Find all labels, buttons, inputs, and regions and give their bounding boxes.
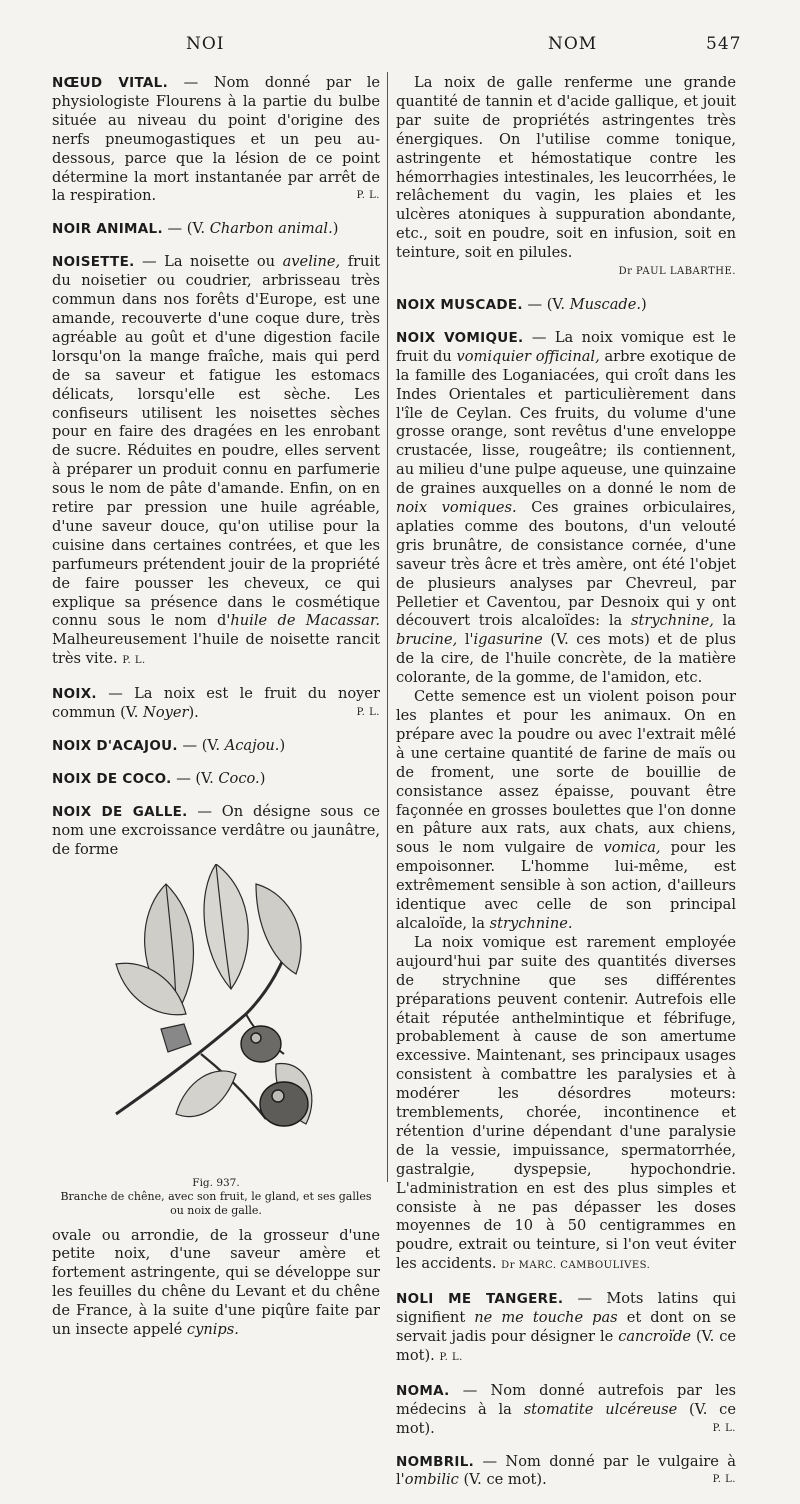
entry-text: — (V. (527, 295, 566, 313)
italic-term: huile de Macassar. (230, 612, 381, 630)
entry-text: (V. ce mot). (396, 1328, 737, 1364)
entry-text: — Nom donné par le physiologiste Flourens à la partie du bulbe située au niveau du point d'origine des nerfs pneumogastiques et un peu au-dessous, parce que la lésion de ce point détermine la mort instantanée par arrêt de la respiration. (52, 74, 380, 205)
left-column (52, 74, 380, 1354)
entry-text: arbre exotique de la famille des Loganiacées, qui croît dans les Indes Orientales et particulièrement dans l'île de Ceylan. Ces fruits, du volume d'une grosse orange, sont revêtus d'une enveloppe crustacée, lisse, rougeâtre; ils contiennent, au milieu d'une pulpe aqueuse, une quinzaine de graines auxquelles on a donné le nom de (396, 347, 737, 498)
entry-noix-coco (52, 770, 380, 789)
entry-text: Cette semence est un violent poison pour les plantes et pour les animaux. On en prépare avec la poudre ou avec l'extrait mêlé à une certaine quantité de farine de maïs ou de froment, une sorte de bouillie de consistance assez épaisse, pouvant être façonnée en grosses boulettes que l'on donne en pâture aux rats, aux chats, aux chiens, sous le nom vulgaire de (396, 688, 736, 857)
entry-noeud-vital (52, 74, 380, 206)
italic-term: brucine, (396, 631, 458, 649)
italic-term: cynips. (186, 1321, 239, 1339)
italic-term: ombilic (404, 1471, 459, 1489)
close-paren: ) (279, 737, 286, 754)
signature: P. L. (356, 707, 380, 719)
italic-term: cancroïde (618, 1328, 692, 1345)
entry-text: — (V. (167, 220, 206, 238)
headword: NOISETTE. (52, 254, 135, 271)
headword: NOIX D'ACAJOU. (52, 738, 178, 754)
entry-noix-muscade (396, 296, 736, 315)
right-column (396, 74, 736, 1504)
cross-reference: Acajou. (224, 737, 280, 754)
italic-term: stomatite ulcéreuse (523, 1400, 678, 1418)
oak-branch-illustration (106, 864, 326, 1174)
entry-text: — La noix vomique est le fruit du (396, 328, 736, 365)
headword: NOIX DE GALLE. (52, 803, 188, 820)
headword: NOIX MUSCADE. (396, 296, 523, 313)
close-paren: ) (641, 295, 647, 313)
close-paren: ). (188, 704, 199, 722)
entry-text: (V. ces mots) et de plus de la cire, de l'huile concrète, de la matière colorante, de la gomme, de l'amidon, etc. (396, 631, 736, 687)
headword: NOIX DE COCO. (52, 770, 172, 787)
entry-text: (V. ce mot). (463, 1471, 547, 1489)
page-number: 547 (706, 34, 742, 54)
signature: P. L. (712, 1474, 736, 1486)
header-left-guide-word: NOI (186, 34, 225, 54)
entry-noma (396, 1382, 736, 1439)
headword: NOIR ANIMAL. (52, 221, 163, 238)
entry-text: fruit du noisetier ou coudrier, arbrisseau très commun dans nos forêts d'Europe, est une amande, recouverte d'une coque dure, très agréable au goût et d'une digestion facile lorsqu'on la mange fraîche, mais qui perd de sa saveur et fatigue les estomacs délicats, lorsqu'elle est sèche. Les confiseurs utilisent les noisettes sèches pour en faire des dragées en les enrobant de sucre. Réduites en poudre, elles servent à préparer un produit connu en parfumerie sous le nom de pâte d'amande. Enfin, on en retire par pression une huile agréable, d'une saveur douce, qu'on utilise pour la cuisine dans certaines contrées, et que les parfumeurs prétendent jouir de la propriété de faire pousser les cheveux, ce qui explique sa présence dans le cosmétique connu sous le nom d' (52, 253, 381, 630)
entry-text: — (V. (182, 737, 221, 754)
cross-reference: Muscade. (569, 295, 642, 313)
headword: NOIX. (52, 686, 97, 703)
entry-text: la (722, 612, 737, 630)
entry-text: La noix vomique est rarement employée aujourd'hui par suite des quantités diverses de strychnine que ses différentes préparations peuvent contenir. Autrefois elle était réputée anthelmintique et fébrifuge, probablement à cause de son amertume excessive. Maintenant, ses principaux usages consistent à combattre les paralysies et à modérer les désordres moteurs: tremblements, chorée, incontinence et rétention d'urine dépendant d'une paralysie de la vessie, impuissance, spermatorrhée, gastralgie, dyspepsie, hypochondrie. L'administration en est des plus simples et consiste à ne pas dépasser les doses moyennes de 10 à 50 centigrammes en poudre, extrait ou teinture, si l'on veut éviter les accidents. (396, 933, 736, 1273)
close-paren: ) (332, 220, 339, 238)
italic-term: strychnine, (630, 612, 714, 630)
entry-text: (V. ce mot). (396, 1400, 736, 1437)
figure-number: Fig. 937. (192, 1176, 240, 1189)
entry-text: — La noix est le fruit du noyer commun (V. (52, 685, 380, 722)
figure-caption: Branche de chêne, avec son fruit, le gland, et ses galles ou noix de galle. (60, 1189, 372, 1217)
entry-text: Ces graines orbiculaires, aplaties comme des boutons, d'un velouté gris brunâtre, de consistance cornée, d'une saveur très âcre et très amère, ont été l'objet de plusieurs analyses par Chevreul, par Pelletier et Caventou, par Desnoix qui y ont découvert trois alcaloïdes: la (396, 499, 736, 630)
entry-noisette (52, 253, 380, 671)
entry-text: ovale ou arrondie, de la grosseur d'une petite noix, d'une saveur amère et fortement astringente, qui se développe sur les feuilles du chêne du Levant et du chêne de France, à la suite d'une piqûre faite par un insecte appelé (52, 1226, 380, 1339)
close-paren: ) (259, 769, 266, 787)
entry-text: — Mots latins qui signifient (396, 1290, 736, 1327)
entry-nombril (396, 1453, 736, 1491)
italic-term: ne me touche pas (474, 1309, 618, 1327)
entry-text: et dont on se servait jadis pour désigner le (396, 1309, 737, 1345)
italic-term: strychnine. (489, 914, 573, 932)
entry-noix (52, 685, 380, 723)
entry-text: l' (464, 631, 474, 649)
entry-text: — Nom donné par le vulgaire à l' (396, 1452, 736, 1489)
entry-noir-animal (52, 220, 380, 239)
signature: P. L. (356, 190, 380, 202)
entry-text: pour les empoisonner. L'homme lui-même, est extrêmement sensible à son action, d'ailleurs identique avec celle de son principal alcaloïde, la (396, 839, 736, 932)
signature: Dr MARC. CAMBOULIVES. (501, 1260, 651, 1272)
column-divider (387, 72, 388, 1182)
italic-term: vomica, (603, 839, 661, 857)
signature: P. L. (712, 1422, 736, 1434)
entry-noix-galle-end (396, 74, 736, 282)
signature: P. L. (122, 655, 146, 667)
entry-text: — La noisette ou (142, 253, 276, 271)
entry-text: — (V. (176, 769, 214, 787)
signature: Dr PAUL LABARTHE. (618, 266, 736, 278)
headword: NOLI ME TANGERE. (396, 1291, 564, 1308)
cross-reference: Noyer (143, 704, 189, 722)
running-header (0, 34, 800, 64)
entry-noix-acajou (52, 737, 380, 756)
headword: NOIX VOMIQUE. (396, 329, 524, 346)
italic-term: aveline, (282, 253, 341, 271)
header-right-guide-word: NOM (548, 34, 598, 54)
entry-noix-galle (52, 803, 380, 860)
oak-branch-figure (52, 864, 380, 1219)
headword: NOMA. (396, 1382, 450, 1399)
italic-term: noix vomiques. (396, 499, 517, 517)
entry-text: — On désigne sous ce nom une excroissance verdâtre ou jaunâtre, de forme (52, 802, 381, 858)
entry-text: Malheureusement l'huile de noisette rancit très vite. (52, 631, 380, 668)
italic-term: vomiquier officinal, (456, 347, 600, 365)
entry-noix-vomique (396, 329, 736, 1276)
entry-noli-me-tangere (396, 1290, 736, 1368)
signature: P. L. (439, 1351, 463, 1363)
entry-text: La noix de galle renferme une grande quantité de tannin et d'acide gallique, et jouit par suite de propriétés astringentes très énergiques. On l'utilise comme tonique, astringente et hémostatique contre les hémorrhagies intestinales, les leucorrhées, le relâchement du vagin, les plaies et les ulcères atoniques à suppuration abondante, etc., soit en poudre, soit en infusion, soit en teinture, soit en pilules. (396, 74, 736, 262)
headword: NOMBRIL. (396, 1453, 475, 1470)
cross-reference: Charbon animal. (209, 220, 333, 238)
entry-noix-galle-continued (52, 1227, 380, 1340)
entry-text: — Nom donné autrefois par les médecins à la (396, 1381, 737, 1418)
cross-reference: Coco. (218, 769, 260, 787)
headword: NŒUD VITAL. (52, 75, 169, 91)
italic-term: igasurine (473, 631, 543, 649)
